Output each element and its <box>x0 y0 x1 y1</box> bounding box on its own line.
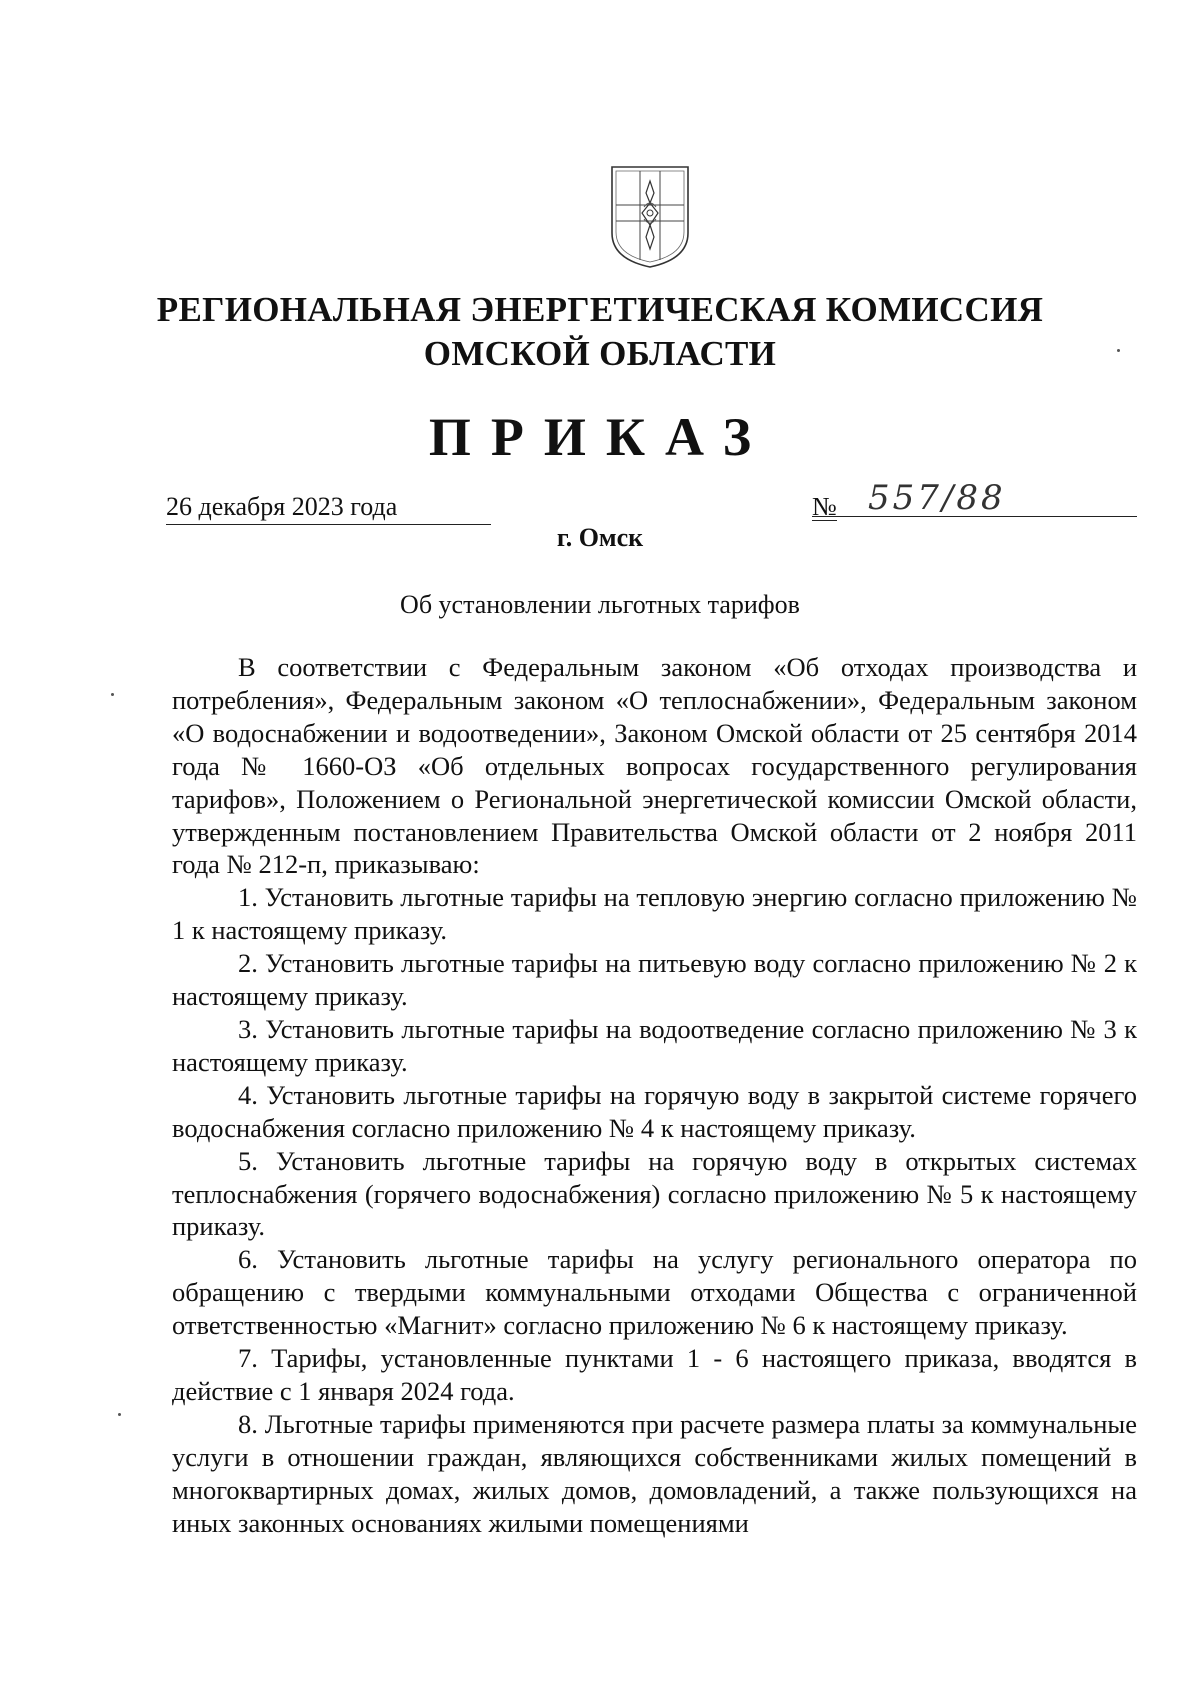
document-number-handwritten: 557/88 <box>868 478 1006 518</box>
document-date: 26 декабря 2023 года <box>166 492 491 525</box>
order-item-7: 7. Тарифы, установленные пунктами 1 - 6 настоящего приказа, вводятся в действие с 1 января 2024 года. <box>172 1343 1137 1406</box>
order-item-3: 3. Установить льготные тарифы на водоотведение согласно приложению № 3 к настоящему приказу. <box>172 1013 1137 1077</box>
organization-name-line1: РЕГИОНАЛЬНАЯ ЭНЕРГЕТИЧЕСКАЯ КОМИССИЯ <box>156 290 1044 329</box>
document-number-field <box>812 478 1137 521</box>
order-item-1: 1. Установить льготные тарифы на тепловую энергию согласно приложению № 1 к настоящему приказу. <box>172 882 1137 946</box>
number-sign: № <box>812 492 837 521</box>
scan-speck <box>111 693 114 696</box>
order-item-5: 5. Установить льготные тарифы на горячую воду в открытых системах теплоснабжения (горячего водоснабжения) согласно приложению № 5 к настоящему приказу. <box>172 1145 1137 1242</box>
document-type-title: ПРИКАЗ <box>428 407 772 467</box>
scan-speck <box>1117 349 1120 352</box>
document-body <box>172 651 1137 1539</box>
preamble-paragraph: В соответствии с Федеральным законом «Об отходах производства и потребления», Федеральным законом «О теплоснабжении», Федеральным законом «О водоснабжении и водоотведении», Законом Омской области от 25 сентября 2014 года № 1660-ОЗ «Об отдельных вопросах государственного регулирования тарифов», Положением о Региональной энергетической комиссии Омской области, утвержденным постановлением Правительства Омской области от 2 ноября 2011 года № 212-п, приказываю: <box>172 652 1137 880</box>
order-item-8: 8. Льготные тарифы применяются при расчете размера платы за коммунальные услуги в отношении граждан, являющихся собственниками жилых помещений в многоквартирных домах, жилых домов, домовладений, а также пользующихся на иных законных основаниях жилыми помещениями <box>172 1408 1137 1538</box>
scan-speck <box>118 1413 121 1416</box>
organization-name-line2: ОМСКОЙ ОБЛАСТИ <box>423 334 777 373</box>
order-item-2: 2. Установить льготные тарифы на питьевую воду согласно приложению № 2 к настоящему приказу. <box>172 948 1137 1012</box>
document-city: г. Омск <box>556 523 644 552</box>
order-item-4: 4. Установить льготные тарифы на горячую воду в закрытой системе горячего водоснабжения согласно приложению № 4 к настоящему приказу. <box>172 1079 1137 1143</box>
order-item-6: 6. Установить льготные тарифы на услугу регионального оператора по обращению с твердыми коммунальными отходами Общества с ограниченной ответственностью «Магнит» согласно приложению № 6 к настоящему приказу. <box>172 1244 1137 1341</box>
document-subject: Об установлении льготных тарифов <box>400 590 800 619</box>
coat-of-arms-icon <box>608 163 692 271</box>
